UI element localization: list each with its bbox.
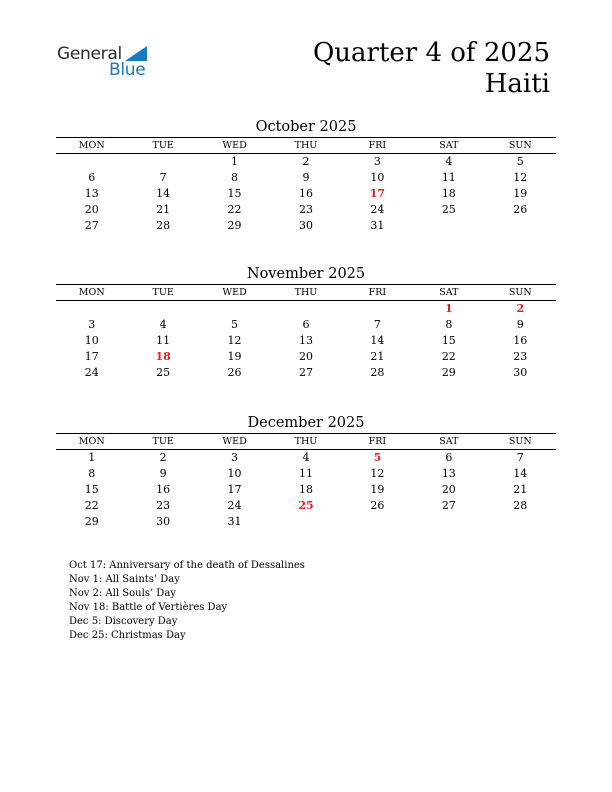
day-cell: 14	[370, 333, 385, 347]
day-cell: 1	[88, 451, 96, 465]
week-row	[56, 317, 556, 333]
day-cell: 21	[156, 202, 171, 216]
day-cell: 23	[513, 349, 528, 363]
weekday-header: SUN	[485, 434, 556, 450]
empty-day-cell	[485, 217, 556, 233]
day-cell: 2	[516, 302, 525, 316]
holiday-note: Nov 18: Battle of Vertières Day	[69, 602, 228, 613]
weekday-header: MON	[56, 138, 127, 154]
day-cell: 14	[156, 186, 171, 200]
day-cell: 20	[84, 202, 99, 216]
day-cell: 2	[302, 155, 310, 169]
day-cell: 5	[516, 155, 524, 169]
day-cell: 7	[159, 171, 167, 185]
weekday-header: TUE	[127, 434, 198, 450]
day-cell: 22	[441, 349, 456, 363]
week-row	[56, 154, 556, 170]
day-cell: 24	[84, 365, 99, 379]
day-cell: 8	[88, 467, 96, 481]
day-cell: 28	[513, 498, 528, 512]
day-cell: 15	[84, 482, 99, 496]
day-cell: 3	[231, 451, 239, 465]
day-cell: 26	[227, 365, 242, 379]
week-row	[56, 217, 556, 233]
day-cell: 16	[156, 482, 171, 496]
country-title: Haiti	[484, 69, 550, 99]
empty-day-cell	[342, 513, 413, 529]
logo-general-text: General	[57, 44, 122, 64]
day-cell: 4	[302, 451, 310, 465]
day-cell: 3	[88, 318, 96, 332]
weekday-header: MON	[56, 285, 127, 301]
weekday-header: SAT	[413, 138, 484, 154]
logo-triangle-icon	[125, 46, 147, 61]
day-cell: 12	[370, 467, 385, 481]
month-title: October 2025	[255, 119, 357, 135]
weekday-header-row	[56, 434, 556, 450]
empty-day-cell	[413, 217, 484, 233]
day-cell: 7	[516, 451, 524, 465]
day-cell: 9	[516, 318, 524, 332]
day-cell: 13	[298, 333, 313, 347]
day-cell: 11	[298, 467, 313, 481]
day-cell: 17	[227, 482, 242, 496]
week-row	[56, 513, 556, 529]
week-row	[56, 348, 556, 364]
day-cell: 12	[227, 333, 242, 347]
day-cell: 11	[156, 333, 171, 347]
weekday-header: MON	[56, 434, 127, 450]
empty-day-cell	[270, 513, 341, 529]
empty-day-cell	[342, 301, 413, 317]
day-cell: 9	[159, 467, 167, 481]
day-cell: 11	[441, 171, 456, 185]
day-cell: 16	[298, 186, 313, 200]
day-cell: 18	[155, 349, 171, 363]
day-cell: 2	[159, 451, 167, 465]
week-row	[56, 364, 556, 380]
week-row	[56, 482, 556, 498]
day-cell: 5	[373, 451, 382, 465]
day-cell: 17	[369, 186, 386, 200]
day-cell: 27	[441, 498, 456, 512]
holiday-note: Oct 17: Anniversary of the death of Dessalines	[69, 560, 305, 571]
generalblue-logo	[57, 44, 157, 84]
day-cell: 18	[298, 482, 313, 496]
day-cell: 23	[156, 498, 171, 512]
weekday-header: THU	[270, 285, 341, 301]
day-cell: 5	[231, 318, 239, 332]
day-cell: 17	[84, 349, 99, 363]
day-cell: 8	[445, 318, 453, 332]
empty-day-cell	[56, 154, 127, 170]
day-cell: 29	[227, 218, 242, 232]
day-cell: 6	[302, 318, 310, 332]
day-cell: 26	[513, 202, 528, 216]
holiday-note: Dec 5: Discovery Day	[69, 616, 178, 627]
day-cell: 30	[513, 365, 528, 379]
weekday-header: SAT	[413, 434, 484, 450]
empty-day-cell	[199, 301, 270, 317]
day-cell: 25	[298, 498, 314, 512]
day-cell: 24	[370, 202, 385, 216]
calendar-grid	[56, 137, 556, 233]
day-cell: 8	[231, 171, 239, 185]
day-cell: 29	[441, 365, 456, 379]
weekday-header: WED	[199, 138, 270, 154]
empty-day-cell	[56, 301, 127, 317]
day-cell: 19	[370, 482, 385, 496]
day-cell: 22	[227, 202, 242, 216]
week-row	[56, 450, 556, 466]
day-cell: 19	[227, 349, 242, 363]
week-row	[56, 497, 556, 513]
weekday-header: FRI	[342, 138, 413, 154]
month-title: November 2025	[246, 266, 366, 282]
day-cell: 18	[441, 186, 456, 200]
month-october	[56, 117, 556, 233]
weekday-header: FRI	[342, 285, 413, 301]
day-cell: 1	[444, 302, 453, 316]
day-cell: 25	[156, 365, 171, 379]
page-title	[313, 38, 550, 100]
day-cell: 26	[370, 498, 385, 512]
weekday-header: THU	[270, 138, 341, 154]
day-cell: 28	[156, 218, 171, 232]
weekday-header: SUN	[485, 285, 556, 301]
day-cell: 6	[88, 171, 96, 185]
quarter-title: Quarter 4 of 2025	[312, 38, 550, 68]
calendar-grid	[56, 284, 556, 380]
month-november	[56, 264, 556, 380]
holiday-notes	[69, 559, 305, 643]
week-row	[56, 186, 556, 202]
empty-day-cell	[485, 513, 556, 529]
day-cell: 4	[445, 155, 453, 169]
day-cell: 27	[84, 218, 99, 232]
day-cell: 31	[370, 218, 385, 232]
day-cell: 14	[513, 467, 528, 481]
day-cell: 7	[373, 318, 381, 332]
weekday-header: SAT	[413, 285, 484, 301]
day-cell: 25	[441, 202, 456, 216]
day-cell: 20	[441, 482, 456, 496]
week-row	[56, 201, 556, 217]
weekday-header: THU	[270, 434, 341, 450]
week-row	[56, 333, 556, 349]
logo-blue-text: Blue	[109, 60, 146, 80]
day-cell: 28	[370, 365, 385, 379]
weekday-header: TUE	[127, 138, 198, 154]
day-cell: 15	[441, 333, 456, 347]
empty-day-cell	[127, 301, 198, 317]
day-cell: 22	[84, 498, 99, 512]
day-cell: 10	[84, 333, 99, 347]
day-cell: 30	[156, 514, 171, 528]
weekday-header: FRI	[342, 434, 413, 450]
day-cell: 19	[513, 186, 528, 200]
day-cell: 4	[159, 318, 167, 332]
weekday-header-row	[56, 285, 556, 301]
day-cell: 21	[513, 482, 528, 496]
day-cell: 9	[302, 171, 310, 185]
day-cell: 20	[298, 349, 313, 363]
holiday-note: Dec 25: Christmas Day	[69, 630, 186, 641]
day-cell: 23	[298, 202, 313, 216]
calendar-grid	[56, 433, 556, 529]
weekday-header: TUE	[127, 285, 198, 301]
day-cell: 31	[227, 514, 242, 528]
day-cell: 12	[513, 171, 528, 185]
day-cell: 24	[227, 498, 242, 512]
weekday-header-row	[56, 138, 556, 154]
day-cell: 27	[298, 365, 313, 379]
month-december	[56, 413, 556, 529]
week-row	[56, 301, 556, 317]
day-cell: 16	[513, 333, 528, 347]
day-cell: 15	[227, 186, 242, 200]
empty-day-cell	[413, 513, 484, 529]
week-row	[56, 466, 556, 482]
week-row	[56, 170, 556, 186]
day-cell: 30	[298, 218, 313, 232]
day-cell: 6	[445, 451, 453, 465]
month-title: December 2025	[247, 415, 365, 431]
holiday-note: Nov 2: All Souls’ Day	[69, 588, 176, 599]
empty-day-cell	[270, 301, 341, 317]
weekday-header: WED	[199, 285, 270, 301]
weekday-header: SUN	[485, 138, 556, 154]
holiday-note: Nov 1: All Saints’ Day	[69, 574, 180, 585]
day-cell: 13	[84, 186, 99, 200]
day-cell: 10	[370, 171, 385, 185]
weekday-header: WED	[199, 434, 270, 450]
empty-day-cell	[127, 154, 198, 170]
day-cell: 10	[227, 467, 242, 481]
day-cell: 21	[370, 349, 385, 363]
day-cell: 3	[373, 155, 381, 169]
day-cell: 29	[84, 514, 99, 528]
day-cell: 1	[231, 155, 239, 169]
day-cell: 13	[441, 467, 456, 481]
